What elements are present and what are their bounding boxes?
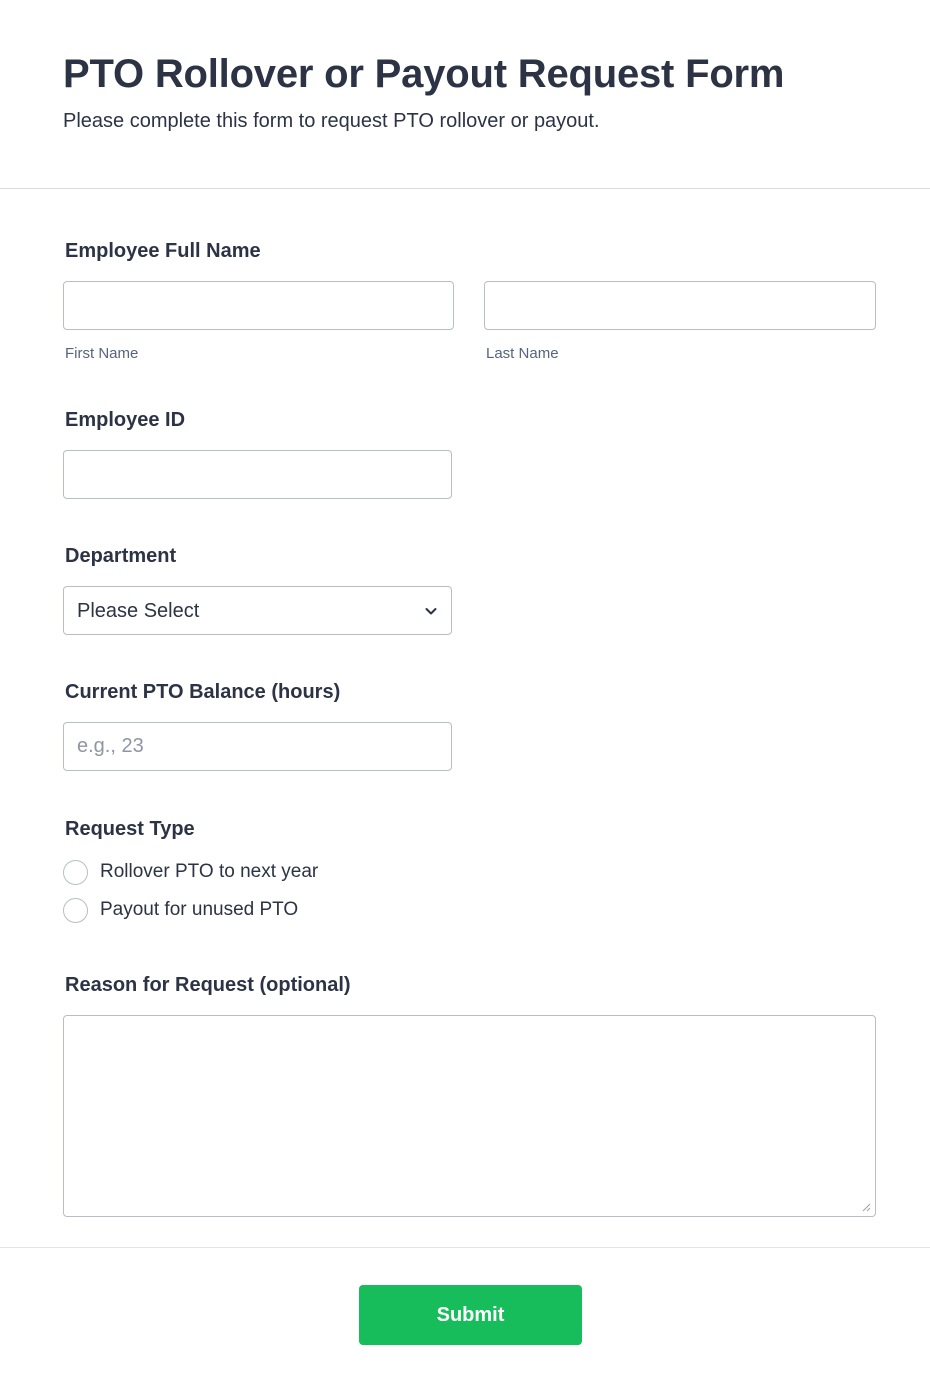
radio-button[interactable] bbox=[63, 860, 88, 885]
request-type-label: Request Type bbox=[65, 818, 195, 840]
department-select[interactable] bbox=[63, 586, 452, 635]
form-header bbox=[0, 0, 930, 189]
first-name-sublabel: First Name bbox=[65, 345, 139, 362]
resize-handle-icon[interactable] bbox=[861, 1202, 871, 1212]
submit-button[interactable]: Submit bbox=[359, 1285, 582, 1345]
page-subtitle: Please complete this form to request PTO rollover or payout. bbox=[63, 110, 600, 132]
department-label: Department bbox=[65, 545, 177, 567]
first-name-input[interactable] bbox=[63, 281, 454, 330]
last-name-input[interactable] bbox=[484, 281, 876, 330]
radio-label[interactable]: Rollover PTO to next year bbox=[100, 861, 319, 882]
reason-label: Reason for Request (optional) bbox=[65, 974, 351, 996]
department-selected-value: Please Select bbox=[77, 600, 200, 622]
radio-button[interactable] bbox=[63, 898, 88, 923]
pto-balance-input[interactable] bbox=[63, 722, 452, 771]
page-title: PTO Rollover or Payout Request Form bbox=[63, 52, 785, 96]
chevron-down-icon bbox=[423, 603, 439, 619]
radio-label[interactable]: Payout for unused PTO bbox=[100, 899, 299, 920]
reason-textarea[interactable] bbox=[63, 1015, 876, 1217]
employee-id-input[interactable] bbox=[63, 450, 452, 499]
last-name-sublabel: Last Name bbox=[486, 345, 559, 362]
full-name-label: Employee Full Name bbox=[65, 240, 261, 262]
pto-balance-label: Current PTO Balance (hours) bbox=[65, 681, 341, 703]
footer-divider bbox=[0, 1247, 930, 1248]
employee-id-label: Employee ID bbox=[65, 409, 186, 431]
